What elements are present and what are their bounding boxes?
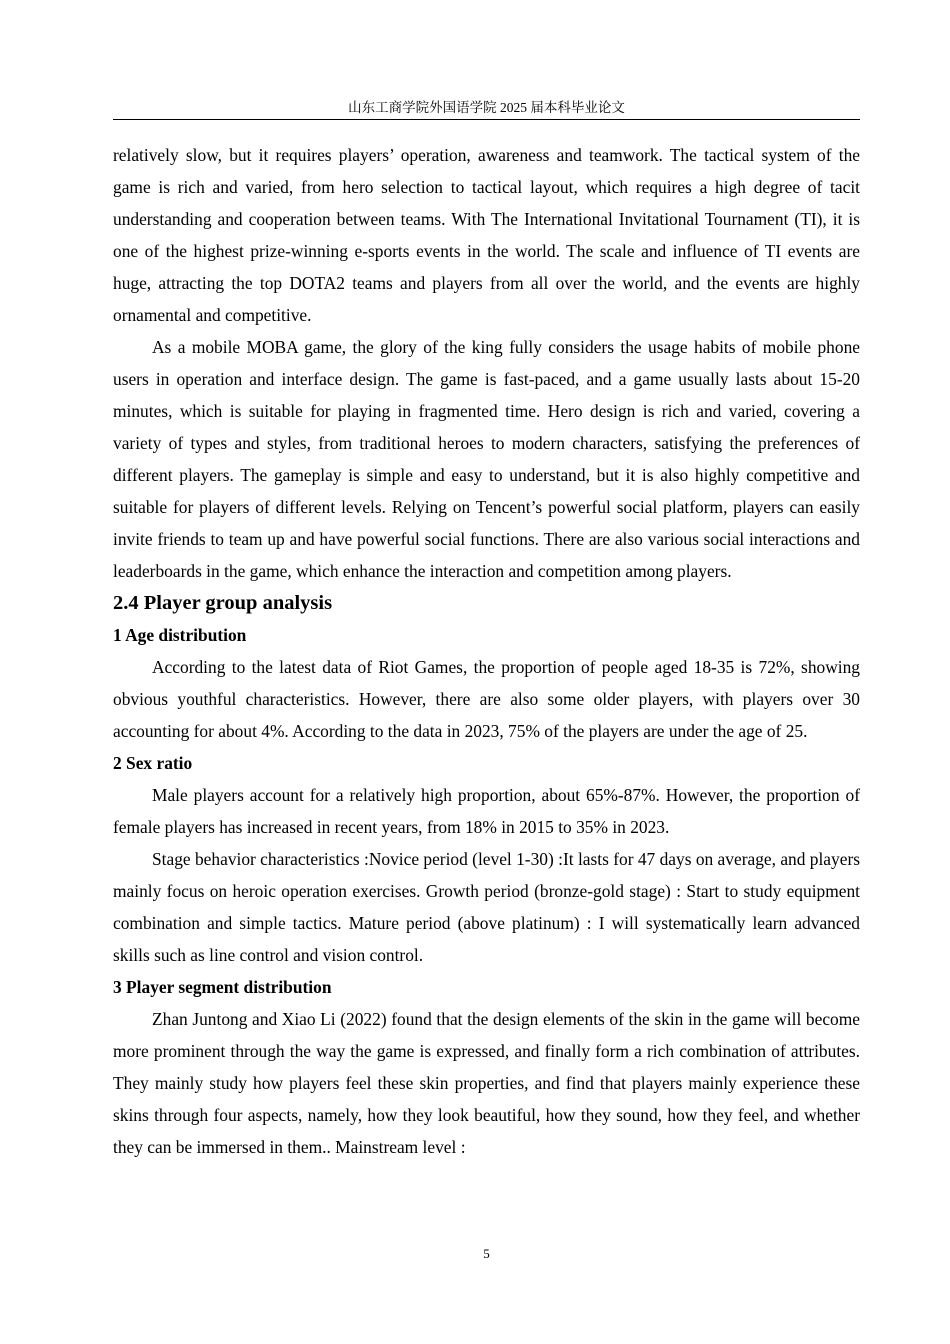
page-number: 5 xyxy=(483,1246,490,1261)
paragraph: relatively slow, but it requires players’ operation, awareness and teamwork. The tactical system of the game is rich and varied, from hero selection to tactical layout, which requires a high degree of tacit understanding and cooperation between teams. With The International Invitational Tournament (TI), it is one of the highest prize-winning e-sports events in the world. The scale and influence of TI events are huge, attracting the top DOTA2 teams and players from all over the world, and the events are highly ornamental and competitive. xyxy=(113,145,860,325)
header-rule xyxy=(113,119,860,120)
subsection-heading: 1 Age distribution xyxy=(113,625,247,645)
paragraph: Male players account for a relatively high proportion, about 65%-87%. However, the proportion of female players has increased in recent years, from 18% in 2015 to 35% in 2023. xyxy=(113,785,860,837)
running-header: 山东工商学院外国语学院 2025 届本科毕业论文 xyxy=(348,100,625,115)
page-body xyxy=(113,139,860,1163)
paragraph: Zhan Juntong and Xiao Li (2022) found that the design elements of the skin in the game will become more prominent through the way the game is expressed, and finally form a rich combination of attributes. They mainly study how players feel these skin properties, and find that players mainly experience these skins through four aspects, namely, how they look beautiful, how they sound, how they feel, and whether they can be immersed in them.. Mainstream level : xyxy=(113,1009,860,1157)
paragraph: According to the latest data of Riot Games, the proportion of people aged 18-35 is 72%, showing obvious youthful characteristics. However, there are also some older players, with players over 30 accounting for about 4%. According to the data in 2023, 75% of the players are under the age of 25. xyxy=(113,657,860,741)
paragraph: Stage behavior characteristics :Novice period (level 1-30) :It lasts for 47 days on average, and players mainly focus on heroic operation exercises. Growth period (bronze-gold stage) : Start to study equipment combination and simple tactics. Mature period (above platinum) : I will systematically learn advanced skills such as line control and vision control. xyxy=(113,849,860,965)
subsection-heading: 3 Player segment distribution xyxy=(113,977,332,997)
paragraph: As a mobile MOBA game, the glory of the king fully considers the usage habits of mobile phone users in operation and interface design. The game is fast-paced, and a game usually lasts about 15-20 minutes, which is suitable for playing in fragmented time. Hero design is rich and varied, covering a variety of types and styles, from traditional heroes to modern characters, satisfying the preferences of different players. The gameplay is simple and easy to understand, but it is also highly competitive and suitable for players of different levels. Relying on Tencent’s powerful social platform, players can easily invite friends to team up and have powerful social functions. There are also various social interactions and leaderboards in the game, which enhance the interaction and competition among players. xyxy=(113,337,860,581)
subsection-heading: 2 Sex ratio xyxy=(113,753,193,773)
section-heading: 2.4 Player group analysis xyxy=(113,592,333,614)
